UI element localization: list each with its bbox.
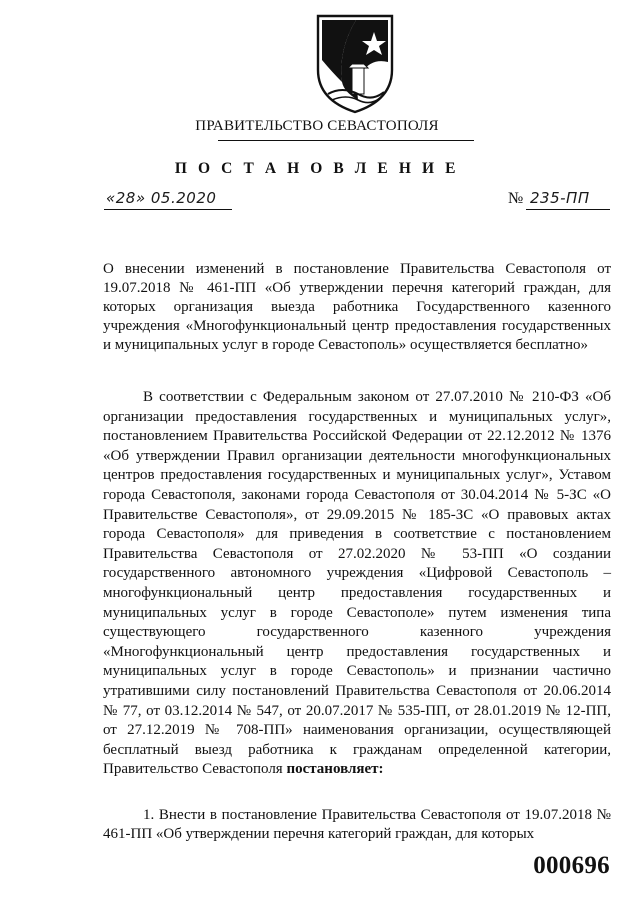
- item-1-paragraph: 1. Внести в постановление Правительства Севастополя от 19.07.2018 № 461-ПП «Об утверждении перечня категорий граждан, для которых: [103, 806, 611, 843]
- preamble-text: В соответствии с Федеральным законом от 27.07.2010 № 210-ФЗ «Об организации предоставления государственных и муниципальных услуг», постановлением Правительства Российской Федерации от 22.12.2012 № 1376 «Об утверждении Правил организации деятельности многофункциональных центров предоставления государственных и муниципальных услуг», Уставом города Севастополя, законами города Севастополя от 30.04.2014 № 5-ЗС «О Правительстве Севастополя», от 29.09.2015 № 185-ЗС «О правовых актах города Севастополя» для приведения в соответствие с постановлением Правительства Севастополя от 27.02.2020 № 53-ПП «О создании государственного автономного учреждения «Цифровой Севастополь – многофункциональный центр предоставления государственных и муниципальных услуг в городе Севастополе» путем изменения типа существующего государственного казенного учреждения «Многофункциональный центр предоставления государственных и муниципальных услуг в городе Севастополь» и признании частично утратившими силу постановлений Правительства Севастополя от 20.06.2014 № 77, от 03.12.2014 № 547, от 20.07.2017 № 535-ПП, от 28.01.2019 № 12-ПП, от 27.12.2019 № 708-ПП» наименования организации, осуществляющей бесплатный выезд работника к гражданам определенной категории, Правительство Севастополя: [103, 389, 611, 778]
- title-divider: [218, 140, 474, 141]
- sevastopol-coat-of-arms-icon: [312, 12, 398, 116]
- government-title: ПРАВИТЕЛЬСТВО СЕВАСТОПОЛЯ: [195, 118, 439, 134]
- document-date: «28» 05.2020: [106, 189, 217, 207]
- resolve-word: постановляет:: [286, 761, 384, 778]
- page-number: 000696: [533, 852, 610, 879]
- document-number: 235-ПП: [530, 189, 590, 207]
- document-body: [103, 388, 611, 871]
- preamble-paragraph: [103, 388, 611, 780]
- document-subject: О внесении изменений в постановление Правительства Севастополя от 19.07.2018 № 461-ПП «Об утверждении перечня категорий граждан, для которых организация выезда работника Государственного казенного учреждения «Многофункциональный центр предоставления государственных и муниципальных услуг в городе Севастополь» осуществляется бесплатно»: [103, 261, 611, 353]
- document-type-heading: П О С Т А Н О В Л Е Н И Е: [174, 160, 460, 177]
- number-label: №: [508, 190, 524, 207]
